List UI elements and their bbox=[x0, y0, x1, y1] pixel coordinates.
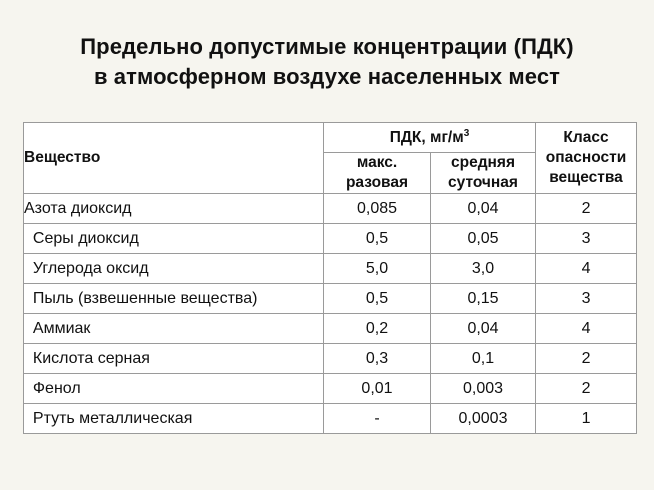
table-body bbox=[24, 194, 637, 434]
hazard-class-cell: 4 bbox=[536, 254, 637, 284]
daily-average-cell: 0,0003 bbox=[431, 404, 536, 434]
daily-average-cell: 0,04 bbox=[431, 194, 536, 224]
header-hazard-class bbox=[536, 123, 637, 194]
table-row bbox=[24, 404, 637, 434]
table-row bbox=[24, 194, 637, 224]
header-pdk-unit-sup: 3 bbox=[463, 127, 470, 139]
daily-average-cell: 0,15 bbox=[431, 284, 536, 314]
header-daily-average-line-2: суточная bbox=[448, 174, 518, 191]
max-single-cell: 0,085 bbox=[324, 194, 431, 224]
table-row bbox=[24, 314, 637, 344]
substance-cell: Пыль (взвешенные вещества) bbox=[24, 284, 324, 314]
hazard-class-cell: 1 bbox=[536, 404, 637, 434]
hazard-class-cell: 3 bbox=[536, 284, 637, 314]
table-row bbox=[24, 374, 637, 404]
max-single-cell: 0,2 bbox=[324, 314, 431, 344]
max-single-cell: 0,5 bbox=[324, 224, 431, 254]
header-pdk-label: ПДК, мг/м bbox=[389, 128, 464, 146]
hazard-class-cell: 2 bbox=[536, 194, 637, 224]
pdk-table bbox=[23, 122, 637, 434]
substance-cell: Кислота серная bbox=[24, 344, 324, 374]
table-row bbox=[24, 284, 637, 314]
header-hazard-class-line-2: опасности bbox=[545, 149, 627, 166]
title-line-1: Предельно допустимые концентрации (ПДК) bbox=[80, 34, 574, 59]
max-single-cell: 0,5 bbox=[324, 284, 431, 314]
max-single-cell: - bbox=[324, 404, 431, 434]
table-row bbox=[24, 224, 637, 254]
substance-cell: Фенол bbox=[24, 374, 324, 404]
substance-cell: Серы диоксид bbox=[24, 224, 324, 254]
daily-average-cell: 0,04 bbox=[431, 314, 536, 344]
table-row bbox=[24, 254, 637, 284]
daily-average-cell: 0,05 bbox=[431, 224, 536, 254]
table-header-row bbox=[24, 123, 637, 153]
daily-average-cell: 0,1 bbox=[431, 344, 536, 374]
table-row bbox=[24, 344, 637, 374]
header-substance: Вещество bbox=[24, 123, 324, 194]
max-single-cell: 0,01 bbox=[324, 374, 431, 404]
header-max-single-line-1: макс. bbox=[356, 154, 398, 171]
header-daily-average-line-1: средняя bbox=[451, 154, 515, 171]
title-line-2: в атмосферном воздухе населенных мест bbox=[93, 64, 561, 89]
header-max-single bbox=[324, 153, 431, 194]
substance-cell: Углерода оксид bbox=[24, 254, 324, 284]
header-max-single-line-2: разовая bbox=[345, 174, 409, 191]
max-single-cell: 5,0 bbox=[324, 254, 431, 284]
substance-cell: Аммиак bbox=[24, 314, 324, 344]
substance-cell: Азота диоксид bbox=[24, 194, 324, 224]
header-daily-average bbox=[431, 153, 536, 194]
hazard-class-cell: 3 bbox=[536, 224, 637, 254]
hazard-class-cell: 4 bbox=[536, 314, 637, 344]
hazard-class-cell: 2 bbox=[536, 344, 637, 374]
hazard-class-cell: 2 bbox=[536, 374, 637, 404]
page-title bbox=[0, 32, 654, 92]
max-single-cell: 0,3 bbox=[324, 344, 431, 374]
header-hazard-class-line-3: вещества bbox=[549, 169, 623, 186]
daily-average-cell: 0,003 bbox=[431, 374, 536, 404]
substance-cell: Ртуть металлическая bbox=[24, 404, 324, 434]
header-pdk bbox=[324, 123, 536, 153]
header-hazard-class-line-1: Класс bbox=[563, 129, 609, 146]
daily-average-cell: 3,0 bbox=[431, 254, 536, 284]
